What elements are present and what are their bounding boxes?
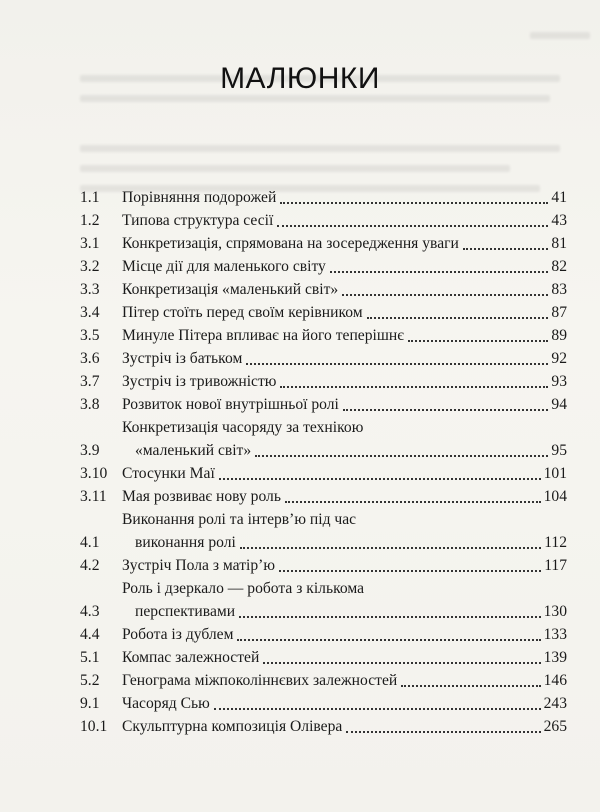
figure-number: 5.1 — [80, 649, 100, 666]
figure-number: 3.1 — [80, 235, 100, 252]
figure-entry — [80, 301, 567, 324]
page-number: 89 — [551, 327, 567, 344]
figure-entry — [80, 692, 567, 715]
page-number: 265 — [543, 718, 567, 735]
figure-title: Генограма міжпоколіннєвих залежностей — [122, 672, 398, 689]
figure-title: Розвиток нової внутрішньої ролі — [122, 396, 339, 413]
figure-title: Конкретизація «маленький світ» — [122, 281, 339, 298]
figure-number: 1.1 — [80, 189, 100, 206]
page-number: 83 — [551, 281, 567, 298]
page-number: 82 — [551, 258, 567, 275]
figure-entry — [80, 186, 567, 209]
figure-entry — [80, 554, 567, 577]
figure-entry — [80, 646, 567, 669]
dot-leader — [346, 731, 540, 733]
figure-title: Виконання ролі та інтерв’ю під час — [122, 511, 357, 528]
page-number: 117 — [544, 557, 567, 574]
figure-title: Зустріч Пола з матір’ю — [122, 557, 275, 574]
dot-leader — [408, 340, 549, 342]
dot-leader — [239, 616, 541, 618]
dot-leader — [237, 639, 540, 641]
figure-entry — [80, 577, 567, 623]
dot-leader — [246, 363, 548, 365]
figure-title: Типова структура сесії — [122, 212, 274, 229]
figure-entry — [80, 462, 567, 485]
figure-entry — [80, 669, 567, 692]
figure-number: 3.10 — [80, 465, 108, 482]
page-number: 133 — [543, 626, 567, 643]
figure-title: Робота із дублем — [122, 626, 234, 643]
figure-title: перспективами — [135, 603, 236, 620]
figure-entry — [80, 416, 567, 462]
page-number: 41 — [551, 189, 567, 206]
page-number: 101 — [543, 465, 567, 482]
page-number: 92 — [551, 350, 567, 367]
page-number: 95 — [551, 442, 567, 459]
figure-entry — [80, 347, 567, 370]
page-number: 93 — [551, 373, 567, 390]
page-number: 81 — [551, 235, 567, 252]
dot-leader — [401, 685, 540, 687]
figure-title: Скульптурна композиція Олівера — [122, 718, 343, 735]
figure-number: 3.6 — [80, 350, 100, 367]
dot-leader — [219, 478, 541, 480]
figure-number: 3.4 — [80, 304, 100, 321]
figure-entry — [80, 278, 567, 301]
page-number: 104 — [543, 488, 567, 505]
figure-number: 9.1 — [80, 695, 100, 712]
figure-title: Зустріч із батьком — [122, 350, 243, 367]
figure-entry — [80, 623, 567, 646]
dot-leader — [279, 570, 541, 572]
dot-leader — [277, 225, 548, 227]
dot-leader — [463, 248, 549, 250]
dot-leader — [285, 501, 541, 503]
figure-number: 3.2 — [80, 258, 100, 275]
figure-number: 4.2 — [80, 557, 100, 574]
dot-leader — [343, 409, 549, 411]
page-title: МАЛЮНКИ — [220, 62, 380, 95]
figure-entry — [80, 393, 567, 416]
figure-number: 3.11 — [80, 488, 107, 505]
figure-title: Конкретизація часоряду за технікою — [122, 419, 364, 436]
figure-number: 3.5 — [80, 327, 100, 344]
figure-number: 4.1 — [80, 534, 100, 551]
figure-title: Зустріч із тривожністю — [122, 373, 277, 390]
figure-entry — [80, 715, 567, 738]
page-number: 243 — [543, 695, 567, 712]
figure-number: 1.2 — [80, 212, 100, 229]
dot-leader — [330, 271, 549, 273]
dot-leader — [214, 708, 541, 710]
figure-entry — [80, 209, 567, 232]
figure-entry — [80, 370, 567, 393]
figure-title: Мая розвиває нову роль — [122, 488, 281, 505]
figure-title: Місце дії для маленького світу — [122, 258, 326, 275]
figure-title: Компас залежностей — [122, 649, 260, 666]
figure-number: 4.3 — [80, 603, 100, 620]
page-number: 43 — [551, 212, 567, 229]
figure-title: Пітер стоїть перед своїм керівником — [122, 304, 363, 321]
figure-title: Минуле Пітера впливає на його теперішнє — [122, 327, 404, 344]
figure-number: 5.2 — [80, 672, 100, 689]
figure-title: виконання ролі — [135, 534, 236, 551]
figure-number: 10.1 — [80, 718, 108, 735]
figure-list — [80, 186, 567, 738]
figure-title: Порівняння подорожей — [122, 189, 277, 206]
dot-leader — [367, 317, 549, 319]
figure-title: Конкретизація, спрямована на зосередження уваги — [122, 235, 459, 252]
dot-leader — [263, 662, 540, 664]
page-number: 146 — [543, 672, 567, 689]
figure-entry — [80, 232, 567, 255]
dot-leader — [255, 455, 548, 457]
figure-number: 4.4 — [80, 626, 100, 643]
figure-title: Стосунки Маї — [122, 465, 215, 482]
page-number: 87 — [551, 304, 567, 321]
figure-number: 3.8 — [80, 396, 100, 413]
figure-entry — [80, 324, 567, 347]
figure-title: Часоряд Сью — [122, 695, 210, 712]
figure-number: 3.9 — [80, 442, 100, 459]
figure-title: Роль і дзеркало — робота з кількома — [122, 580, 365, 597]
dot-leader — [240, 547, 541, 549]
figure-title: «маленький світ» — [135, 442, 252, 459]
page-number: 112 — [544, 534, 567, 551]
dot-leader — [280, 386, 548, 388]
figure-number: 3.3 — [80, 281, 100, 298]
figure-number: 3.7 — [80, 373, 100, 390]
figure-entry — [80, 508, 567, 554]
page-number: 139 — [543, 649, 567, 666]
dot-leader — [342, 294, 548, 296]
figure-entry — [80, 255, 567, 278]
figure-entry — [80, 485, 567, 508]
page-number: 130 — [543, 603, 567, 620]
dot-leader — [280, 202, 548, 204]
page-number: 94 — [551, 396, 567, 413]
